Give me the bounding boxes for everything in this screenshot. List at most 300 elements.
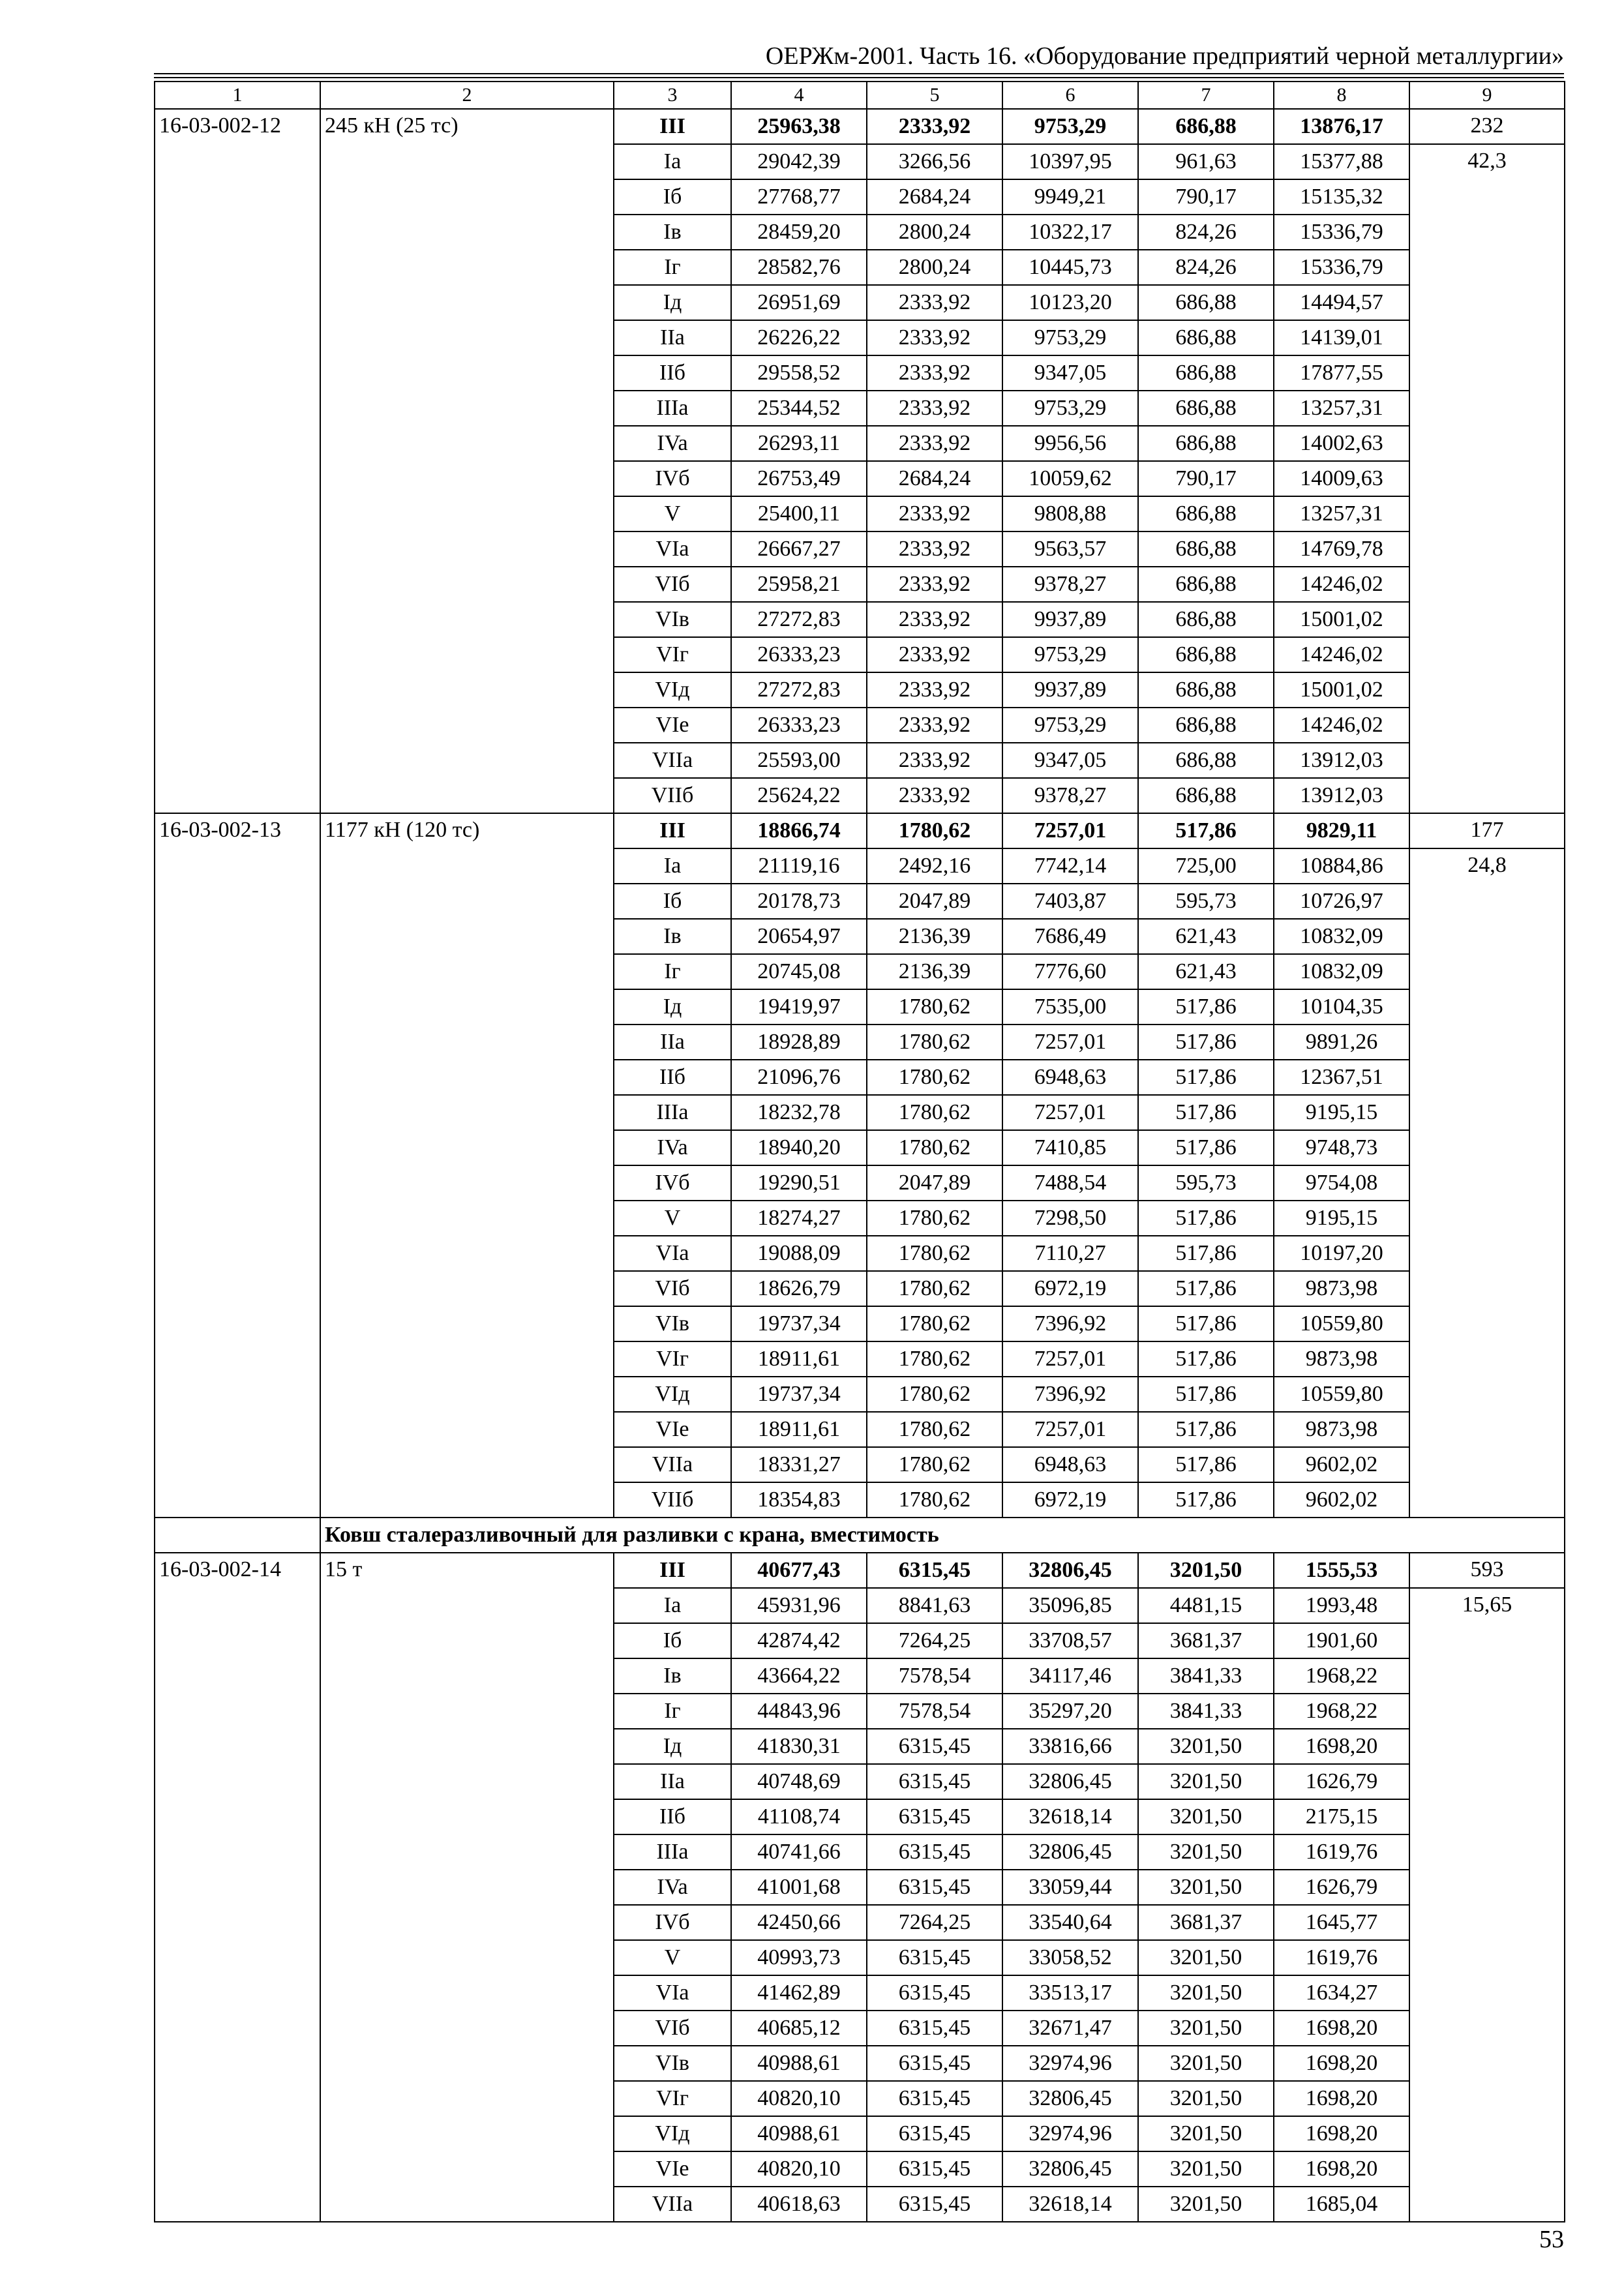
zone-code: Iд — [614, 989, 731, 1025]
value-cell: 9195,15 — [1274, 1095, 1409, 1130]
value-cell: 26333,23 — [731, 637, 867, 672]
value-cell: 9748,73 — [1274, 1130, 1409, 1165]
value-cell: 1698,20 — [1274, 2081, 1409, 2116]
value-cell: 824,26 — [1138, 215, 1274, 250]
value-cell: 1698,20 — [1274, 2151, 1409, 2187]
zone-code: VIг — [614, 637, 731, 672]
value-cell: 9753,29 — [1002, 708, 1138, 743]
value-cell: 33513,17 — [1002, 1975, 1138, 2011]
value-cell: 7257,01 — [1002, 1025, 1138, 1060]
zone-code: IVб — [614, 1165, 731, 1201]
value-cell: 18911,61 — [731, 1412, 867, 1447]
value-cell: 3201,50 — [1138, 2187, 1274, 2222]
value-cell: 35096,85 — [1002, 1588, 1138, 1623]
value-cell: 28582,76 — [731, 250, 867, 285]
value-cell: 3201,50 — [1138, 1764, 1274, 1799]
zone-code: IVa — [614, 1130, 731, 1165]
value-cell: 9808,88 — [1002, 496, 1138, 531]
zone-code: IIIa — [614, 1095, 731, 1130]
value-cell: 6315,45 — [867, 2081, 1002, 2116]
value-cell: 9873,98 — [1274, 1341, 1409, 1377]
value-cell: 2333,92 — [867, 567, 1002, 602]
value-cell: 1698,20 — [1274, 2046, 1409, 2081]
value-cell: 43664,22 — [731, 1658, 867, 1694]
value-cell: 15377,88 — [1274, 144, 1409, 179]
value-cell: 9753,29 — [1002, 637, 1138, 672]
zone-code: IIIa — [614, 1834, 731, 1870]
value-cell: 18626,79 — [731, 1271, 867, 1306]
value-cell: 26951,69 — [731, 285, 867, 320]
value-cell: 32974,96 — [1002, 2046, 1138, 2081]
value-cell: 1780,62 — [867, 1447, 1002, 1482]
value-cell: 32618,14 — [1002, 1799, 1138, 1834]
value-cell: 7298,50 — [1002, 1201, 1138, 1236]
zone-code: IIa — [614, 320, 731, 355]
value-cell: 40820,10 — [731, 2151, 867, 2187]
value-cell: 40677,43 — [731, 1553, 867, 1588]
value-cell: 6315,45 — [867, 1870, 1002, 1905]
value-cell: 2136,39 — [867, 954, 1002, 989]
value-cell: 1993,48 — [1274, 1588, 1409, 1623]
value-cell: 42874,42 — [731, 1623, 867, 1658]
value-cell: 1968,22 — [1274, 1658, 1409, 1694]
value-cell: 6315,45 — [867, 1729, 1002, 1764]
value-cell: 40741,66 — [731, 1834, 867, 1870]
value-cell: 21096,76 — [731, 1060, 867, 1095]
value-cell: 1645,77 — [1274, 1905, 1409, 1940]
zone-code: VIe — [614, 2151, 731, 2187]
value-cell: 1780,62 — [867, 1412, 1002, 1447]
rate-code: 16-03-002-14 — [155, 1553, 320, 2222]
value-cell: 1780,62 — [867, 1377, 1002, 1412]
zone-code: Iв — [614, 919, 731, 954]
value-cell: 10197,20 — [1274, 1236, 1409, 1271]
zone-code: V — [614, 1940, 731, 1975]
zone-code: VIa — [614, 1975, 731, 2011]
zone-code: VIд — [614, 672, 731, 708]
zone-code: V — [614, 496, 731, 531]
value-cell: 40748,69 — [731, 1764, 867, 1799]
value-cell: 7578,54 — [867, 1658, 1002, 1694]
value-cell: 14246,02 — [1274, 708, 1409, 743]
zone-code: VIб — [614, 2011, 731, 2046]
value-cell: 1555,53 — [1274, 1553, 1409, 1588]
zone-code: Ia — [614, 144, 731, 179]
value-cell: 32806,45 — [1002, 2081, 1138, 2116]
value-cell: 1698,20 — [1274, 2116, 1409, 2151]
value-cell: 7686,49 — [1002, 919, 1138, 954]
value-cell: 10559,80 — [1274, 1377, 1409, 1412]
value-cell: 3681,37 — [1138, 1623, 1274, 1658]
value-cell: 10059,62 — [1002, 461, 1138, 496]
value-cell: 517,86 — [1138, 1060, 1274, 1095]
value-cell: 10832,09 — [1274, 954, 1409, 989]
value-cell: 1780,62 — [867, 1095, 1002, 1130]
value-cell: 10832,09 — [1274, 919, 1409, 954]
value-cell: 13912,03 — [1274, 743, 1409, 778]
zone-code: VIв — [614, 602, 731, 637]
zone-code: VIIб — [614, 1482, 731, 1518]
value-cell: 41462,89 — [731, 1975, 867, 2011]
value-cell: 517,86 — [1138, 1025, 1274, 1060]
value-cell: 517,86 — [1138, 1236, 1274, 1271]
zone-code: VIд — [614, 1377, 731, 1412]
value-cell: 686,88 — [1138, 637, 1274, 672]
zone-code: III — [614, 109, 731, 144]
value-cell: 517,86 — [1138, 1130, 1274, 1165]
value-cell: 2333,92 — [867, 109, 1002, 144]
value-cell: 517,86 — [1138, 1201, 1274, 1236]
value-cell: 3201,50 — [1138, 2151, 1274, 2187]
column-number: 2 — [320, 82, 614, 109]
value-cell: 13876,17 — [1274, 109, 1409, 144]
value-cell: 3201,50 — [1138, 1975, 1274, 2011]
value-cell: 9949,21 — [1002, 179, 1138, 215]
value-cell: 15001,02 — [1274, 672, 1409, 708]
value-cell: 1780,62 — [867, 1060, 1002, 1095]
value-cell: 517,86 — [1138, 1412, 1274, 1447]
value-cell: 2333,92 — [867, 320, 1002, 355]
value-cell: 44843,96 — [731, 1694, 867, 1729]
value-cell: 517,86 — [1138, 1482, 1274, 1518]
value-cell: 27272,83 — [731, 602, 867, 637]
rates-table — [154, 81, 1565, 2222]
value-cell: 1780,62 — [867, 1130, 1002, 1165]
zone-code: VIг — [614, 1341, 731, 1377]
value-cell: 3201,50 — [1138, 1799, 1274, 1834]
value-cell: 3266,56 — [867, 144, 1002, 179]
value-cell: 9753,29 — [1002, 320, 1138, 355]
value-cell: 33059,44 — [1002, 1870, 1138, 1905]
col9-value: 177 — [1409, 813, 1565, 848]
value-cell: 621,43 — [1138, 919, 1274, 954]
zone-code: Ia — [614, 848, 731, 884]
zone-code: IIIa — [614, 391, 731, 426]
value-cell: 1634,27 — [1274, 1975, 1409, 2011]
value-cell: 7264,25 — [867, 1905, 1002, 1940]
value-cell: 1619,76 — [1274, 1834, 1409, 1870]
zone-code: Iб — [614, 1623, 731, 1658]
value-cell: 6315,45 — [867, 1764, 1002, 1799]
value-cell: 26753,49 — [731, 461, 867, 496]
value-cell: 9829,11 — [1274, 813, 1409, 848]
zone-code: IVa — [614, 426, 731, 461]
value-cell: 1780,62 — [867, 813, 1002, 848]
value-cell: 3201,50 — [1138, 2081, 1274, 2116]
value-cell: 29042,39 — [731, 144, 867, 179]
value-cell: 3201,50 — [1138, 1940, 1274, 1975]
value-cell: 9195,15 — [1274, 1201, 1409, 1236]
zone-code: VIб — [614, 567, 731, 602]
value-cell: 1780,62 — [867, 1025, 1002, 1060]
value-cell: 3201,50 — [1138, 2011, 1274, 2046]
table-row — [155, 1553, 1565, 1588]
value-cell: 10559,80 — [1274, 1306, 1409, 1341]
zone-code: IIб — [614, 355, 731, 391]
zone-code: Iд — [614, 1729, 731, 1764]
value-cell: 40988,61 — [731, 2116, 867, 2151]
value-cell: 7257,01 — [1002, 1095, 1138, 1130]
value-cell: 29558,52 — [731, 355, 867, 391]
value-cell: 18928,89 — [731, 1025, 867, 1060]
value-cell: 3201,50 — [1138, 1834, 1274, 1870]
value-cell: 6315,45 — [867, 1799, 1002, 1834]
value-cell: 7742,14 — [1002, 848, 1138, 884]
zone-code: IIa — [614, 1025, 731, 1060]
value-cell: 20745,08 — [731, 954, 867, 989]
value-cell: 517,86 — [1138, 1271, 1274, 1306]
value-cell: 18232,78 — [731, 1095, 867, 1130]
value-cell: 7396,92 — [1002, 1377, 1138, 1412]
value-cell: 3841,33 — [1138, 1694, 1274, 1729]
value-cell: 2333,92 — [867, 637, 1002, 672]
value-cell: 686,88 — [1138, 531, 1274, 567]
value-cell: 686,88 — [1138, 109, 1274, 144]
value-cell: 9937,89 — [1002, 602, 1138, 637]
value-cell: 686,88 — [1138, 285, 1274, 320]
value-cell: 9873,98 — [1274, 1412, 1409, 1447]
value-cell: 12367,51 — [1274, 1060, 1409, 1095]
value-cell: 725,00 — [1138, 848, 1274, 884]
value-cell: 35297,20 — [1002, 1694, 1138, 1729]
value-cell: 517,86 — [1138, 1447, 1274, 1482]
header-rule-double — [154, 77, 1564, 78]
value-cell: 9347,05 — [1002, 355, 1138, 391]
value-cell: 7257,01 — [1002, 1341, 1138, 1377]
value-cell: 3201,50 — [1138, 1553, 1274, 1588]
value-cell: 2047,89 — [867, 1165, 1002, 1201]
value-cell: 40820,10 — [731, 2081, 867, 2116]
value-cell: 2684,24 — [867, 179, 1002, 215]
value-cell: 9563,57 — [1002, 531, 1138, 567]
value-cell: 6315,45 — [867, 1834, 1002, 1870]
value-cell: 1626,79 — [1274, 1870, 1409, 1905]
value-cell: 18866,74 — [731, 813, 867, 848]
column-number-row — [155, 82, 1565, 109]
value-cell: 9347,05 — [1002, 743, 1138, 778]
zone-code: III — [614, 813, 731, 848]
value-cell: 3201,50 — [1138, 1870, 1274, 1905]
value-cell: 7776,60 — [1002, 954, 1138, 989]
col9-value: 24,8 — [1409, 848, 1565, 1518]
value-cell: 2175,15 — [1274, 1799, 1409, 1834]
value-cell: 19290,51 — [731, 1165, 867, 1201]
value-cell: 686,88 — [1138, 391, 1274, 426]
value-cell: 517,86 — [1138, 1095, 1274, 1130]
value-cell: 41830,31 — [731, 1729, 867, 1764]
value-cell: 2492,16 — [867, 848, 1002, 884]
value-cell: 20178,73 — [731, 884, 867, 919]
value-cell: 42450,66 — [731, 1905, 867, 1940]
value-cell: 1780,62 — [867, 1482, 1002, 1518]
value-cell: 26226,22 — [731, 320, 867, 355]
table-body — [155, 82, 1565, 2222]
value-cell: 14139,01 — [1274, 320, 1409, 355]
zone-code: VIIa — [614, 2187, 731, 2222]
value-cell: 517,86 — [1138, 989, 1274, 1025]
zone-code: Iв — [614, 215, 731, 250]
value-cell: 27768,77 — [731, 179, 867, 215]
value-cell: 2333,92 — [867, 672, 1002, 708]
value-cell: 7110,27 — [1002, 1236, 1138, 1271]
value-cell: 3841,33 — [1138, 1658, 1274, 1694]
value-cell: 517,86 — [1138, 1377, 1274, 1412]
zone-code: VIa — [614, 1236, 731, 1271]
column-number: 6 — [1002, 82, 1138, 109]
zone-code: VIIa — [614, 743, 731, 778]
value-cell: 18274,27 — [731, 1201, 867, 1236]
value-cell: 34117,46 — [1002, 1658, 1138, 1694]
zone-code: VIe — [614, 708, 731, 743]
value-cell: 9956,56 — [1002, 426, 1138, 461]
value-cell: 18940,20 — [731, 1130, 867, 1165]
value-cell: 7257,01 — [1002, 1412, 1138, 1447]
rate-name: 245 кН (25 тс) — [320, 109, 614, 813]
value-cell: 2333,92 — [867, 496, 1002, 531]
value-cell: 15336,79 — [1274, 215, 1409, 250]
value-cell: 595,73 — [1138, 884, 1274, 919]
value-cell: 824,26 — [1138, 250, 1274, 285]
page-header: ОЕРЖм-2001. Часть 16. «Оборудование предприятий черной металлургии» — [765, 42, 1564, 70]
value-cell: 2333,92 — [867, 391, 1002, 426]
value-cell: 18911,61 — [731, 1341, 867, 1377]
value-cell: 595,73 — [1138, 1165, 1274, 1201]
value-cell: 26667,27 — [731, 531, 867, 567]
section-title: Ковш сталеразливочный для разливки с крана, вместимость — [320, 1518, 1565, 1553]
value-cell: 1780,62 — [867, 1341, 1002, 1377]
value-cell: 9873,98 — [1274, 1271, 1409, 1306]
value-cell: 32806,45 — [1002, 1764, 1138, 1799]
value-cell: 25400,11 — [731, 496, 867, 531]
value-cell: 10397,95 — [1002, 144, 1138, 179]
value-cell: 6972,19 — [1002, 1482, 1138, 1518]
rate-name: 15 т — [320, 1553, 614, 2222]
value-cell: 1619,76 — [1274, 1940, 1409, 1975]
zone-code: VIIa — [614, 1447, 731, 1482]
value-cell: 10104,35 — [1274, 989, 1409, 1025]
value-cell: 6948,63 — [1002, 1060, 1138, 1095]
column-number: 1 — [155, 82, 320, 109]
value-cell: 10884,86 — [1274, 848, 1409, 884]
value-cell: 32618,14 — [1002, 2187, 1138, 2222]
value-cell: 13257,31 — [1274, 496, 1409, 531]
value-cell: 45931,96 — [731, 1588, 867, 1623]
value-cell: 686,88 — [1138, 320, 1274, 355]
value-cell: 6315,45 — [867, 2011, 1002, 2046]
zone-code: Iг — [614, 250, 731, 285]
value-cell: 1780,62 — [867, 1271, 1002, 1306]
rate-code: 16-03-002-13 — [155, 813, 320, 1518]
zone-code: IVa — [614, 1870, 731, 1905]
value-cell: 1626,79 — [1274, 1764, 1409, 1799]
zone-code: IVб — [614, 1905, 731, 1940]
value-cell: 7257,01 — [1002, 813, 1138, 848]
value-cell: 961,63 — [1138, 144, 1274, 179]
value-cell: 686,88 — [1138, 602, 1274, 637]
value-cell: 1698,20 — [1274, 1729, 1409, 1764]
value-cell: 2136,39 — [867, 919, 1002, 954]
section-row — [155, 1518, 1565, 1553]
value-cell: 9891,26 — [1274, 1025, 1409, 1060]
value-cell: 2800,24 — [867, 250, 1002, 285]
value-cell: 33816,66 — [1002, 1729, 1138, 1764]
value-cell: 14002,63 — [1274, 426, 1409, 461]
value-cell: 6315,45 — [867, 1940, 1002, 1975]
value-cell: 19737,34 — [731, 1377, 867, 1412]
zone-code: VIг — [614, 2081, 731, 2116]
value-cell: 2800,24 — [867, 215, 1002, 250]
value-cell: 2684,24 — [867, 461, 1002, 496]
value-cell: 1685,04 — [1274, 2187, 1409, 2222]
zone-code: Iд — [614, 285, 731, 320]
value-cell: 19737,34 — [731, 1306, 867, 1341]
value-cell: 33708,57 — [1002, 1623, 1138, 1658]
value-cell: 790,17 — [1138, 461, 1274, 496]
value-cell: 7488,54 — [1002, 1165, 1138, 1201]
column-number: 5 — [867, 82, 1002, 109]
value-cell: 6948,63 — [1002, 1447, 1138, 1482]
value-cell: 3201,50 — [1138, 2116, 1274, 2151]
value-cell: 686,88 — [1138, 355, 1274, 391]
value-cell: 25958,21 — [731, 567, 867, 602]
value-cell: 686,88 — [1138, 672, 1274, 708]
value-cell: 6315,45 — [867, 2151, 1002, 2187]
value-cell: 686,88 — [1138, 778, 1274, 813]
value-cell: 686,88 — [1138, 426, 1274, 461]
column-number: 3 — [614, 82, 731, 109]
column-number: 7 — [1138, 82, 1274, 109]
zone-code: III — [614, 1553, 731, 1588]
column-number: 9 — [1409, 82, 1565, 109]
value-cell: 14769,78 — [1274, 531, 1409, 567]
value-cell: 18354,83 — [731, 1482, 867, 1518]
value-cell: 26333,23 — [731, 708, 867, 743]
value-cell: 2333,92 — [867, 285, 1002, 320]
value-cell: 1780,62 — [867, 989, 1002, 1025]
value-cell: 1780,62 — [867, 1306, 1002, 1341]
value-cell: 15001,02 — [1274, 602, 1409, 637]
value-cell: 6315,45 — [867, 2046, 1002, 2081]
value-cell: 6315,45 — [867, 2116, 1002, 2151]
zone-code: VIa — [614, 531, 731, 567]
col9-value: 593 — [1409, 1553, 1565, 1588]
value-cell: 1780,62 — [867, 1236, 1002, 1271]
zone-code: IIб — [614, 1060, 731, 1095]
zone-code: Ia — [614, 1588, 731, 1623]
value-cell: 15135,32 — [1274, 179, 1409, 215]
zone-code: Iб — [614, 179, 731, 215]
value-cell: 13912,03 — [1274, 778, 1409, 813]
rate-code: 16-03-002-12 — [155, 109, 320, 813]
value-cell: 2333,92 — [867, 355, 1002, 391]
zone-code: Iб — [614, 884, 731, 919]
value-cell: 9937,89 — [1002, 672, 1138, 708]
value-cell: 9378,27 — [1002, 778, 1138, 813]
value-cell: 25963,38 — [731, 109, 867, 144]
value-cell: 32974,96 — [1002, 2116, 1138, 2151]
value-cell: 3681,37 — [1138, 1905, 1274, 1940]
value-cell: 6315,45 — [867, 1553, 1002, 1588]
value-cell: 7410,85 — [1002, 1130, 1138, 1165]
value-cell: 25593,00 — [731, 743, 867, 778]
value-cell: 26293,11 — [731, 426, 867, 461]
value-cell: 20654,97 — [731, 919, 867, 954]
value-cell: 686,88 — [1138, 496, 1274, 531]
value-cell: 40988,61 — [731, 2046, 867, 2081]
value-cell: 4481,15 — [1138, 1588, 1274, 1623]
zone-code: Iг — [614, 954, 731, 989]
value-cell: 686,88 — [1138, 567, 1274, 602]
